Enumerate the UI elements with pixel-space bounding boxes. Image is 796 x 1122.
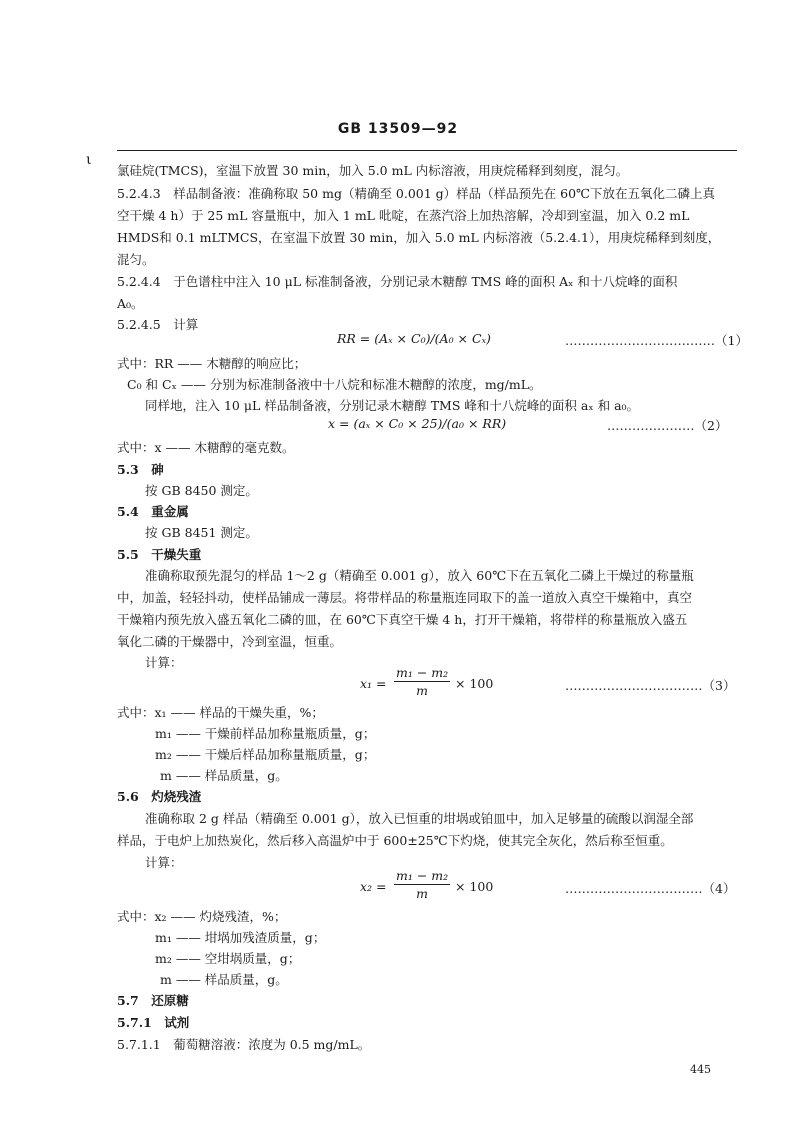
equation-4-numerator: m₁ − m₂ — [396, 868, 449, 883]
text-line: 中，加盖，轻轻抖动，使样品铺成一薄层。将带样品的称量瓶连同取下的盖一道放入真空干燥箱中，真空 — [117, 590, 693, 605]
equation-1: RR = (Aₓ × C₀)/(A₀ × Cₓ) — [337, 331, 491, 346]
text-line: 计算： — [145, 655, 183, 670]
equation-4-lhs: x₂ = — [360, 879, 387, 894]
section-heading: 5.3 砷 — [117, 462, 164, 477]
equation-2: x = (aₓ × C₀ × 25)/(a₀ × RR) — [328, 416, 507, 431]
section-heading: 5.4 重金属 — [117, 504, 189, 519]
equation-3-lhs: x₁ = — [360, 676, 387, 691]
equation-number: ……………………………（4） — [565, 881, 736, 896]
equation-number: ……………………………（3） — [565, 678, 736, 693]
text-line: 氯硅烷(TMCS)，室温下放置 30 min，加入 5.0 mL 内标溶液，用庚烷稀释到刻度，混匀。 — [117, 163, 629, 178]
equation-number: ………………………………（1） — [565, 333, 748, 348]
text-line: 干燥箱内预先放入盛五氧化二磷的皿，在 60℃下真空干燥 4 h，打开干燥箱，将带样的称量瓶放入盛五 — [117, 612, 688, 627]
text-line: 混匀。 — [117, 252, 155, 267]
equation-3-numerator: m₁ − m₂ — [396, 665, 449, 680]
section-heading: 5.7.1 试剂 — [117, 1015, 190, 1030]
section-heading: 5.6 灼烧残渣 — [117, 789, 202, 804]
text-line: m —— 样品质量，g。 — [160, 972, 288, 987]
text-line: 5.2.4.3 样品制备液：准确称取 50 mg（精确至 0.001 g）样品（样品预先在 60℃下放在五氧化二磷上真 — [117, 186, 716, 201]
text-line: HMDS和 0.1 mLTMCS，在室温下放置 30 min，加入 5.0 mL 内标溶液（5.2.4.1），用庚烷稀释到刻度， — [117, 230, 721, 245]
equation-3-rhs: × 100 — [455, 676, 494, 691]
header-rule — [117, 150, 737, 151]
text-line: m₂ —— 干燥后样品加称量瓶质量，g； — [155, 747, 376, 762]
equation-4-denominator: m — [416, 886, 428, 901]
text-line: m₁ —— 坩埚加残渣质量，g； — [155, 930, 326, 945]
equation-number: …………………（2） — [607, 418, 728, 433]
text-line: C₀ 和 Cₓ —— 分别为标准制备液中十八烷和标准木糖醇的浓度，mg/mL。 — [127, 377, 542, 392]
text-line: 计算： — [145, 855, 183, 870]
text-line: m₁ —— 干燥前样品加称量瓶质量，g； — [155, 726, 376, 741]
equation-4-rhs: × 100 — [455, 879, 494, 894]
text-line: 式中：x₁ —— 样品的干燥失重，%； — [117, 705, 324, 720]
text-line: 按 GB 8450 测定。 — [145, 483, 258, 498]
text-line: m —— 样品质量，g。 — [160, 768, 288, 783]
text-line: 5.2.4.4 于色谱柱中注入 10 μL 标准制备液，分别记录木糖醇 TMS 峰的面积 Aₓ 和十八烷峰的面积 — [117, 274, 678, 289]
text-line: 准确称取 2 g 样品（精确至 0.001 g），放入已恒重的坩埚或铂皿中，加入足够量的硫酸以润湿全部 — [145, 811, 694, 826]
text-line: 准确称取预先混匀的样品 1～2 g（精确至 0.001 g），放入 60℃下在五氧化二磷上干燥过的称量瓶 — [145, 568, 694, 583]
section-heading: 5.7 还原糖 — [117, 993, 189, 1008]
text-line: 按 GB 8451 测定。 — [145, 525, 258, 540]
text-line: 空干燥 4 h）于 25 mL 容量瓶中，加入 1 mL 吡啶，在蒸汽浴上加热溶解，冷却到室温，加入 0.2 mL — [117, 208, 690, 223]
equation-4-fraction — [394, 868, 450, 901]
page-number: 445 — [690, 1063, 711, 1076]
text-line: 同样地，注入 10 μL 样品制备液，分别记录木糖醇 TMS 峰和十八烷峰的面积 aₓ 和 a₀。 — [145, 398, 640, 413]
text-line: 样品，于电炉上加热炭化，然后移入高温炉中于 600±25℃下灼烧，使其完全灰化，然后称至恒重。 — [117, 833, 673, 848]
section-heading: 5.5 干燥失重 — [117, 547, 202, 562]
text-line: 式中：x —— 木糖醇的毫克数。 — [117, 440, 295, 455]
equation-3-fraction — [394, 665, 450, 698]
text-line: 5.2.4.5 计算 — [117, 317, 199, 332]
margin-mark: ι — [86, 152, 92, 168]
equation-3-denominator: m — [416, 683, 428, 698]
text-line: A₀。 — [117, 296, 144, 311]
text-line: 5.7.1.1 葡萄糖溶液：浓度为 0.5 mg/mL。 — [117, 1037, 371, 1052]
document-header: GB 13509—92 — [337, 121, 459, 137]
text-line: 式中：RR —— 木糖醇的响应比； — [117, 356, 307, 371]
text-line: m₂ —— 空坩埚质量，g； — [155, 951, 301, 966]
text-line: 氧化二磷的干燥器中，冷到室温，恒重。 — [117, 634, 343, 649]
text-line: 式中：x₂ —— 灼烧残渣，%； — [117, 909, 287, 924]
